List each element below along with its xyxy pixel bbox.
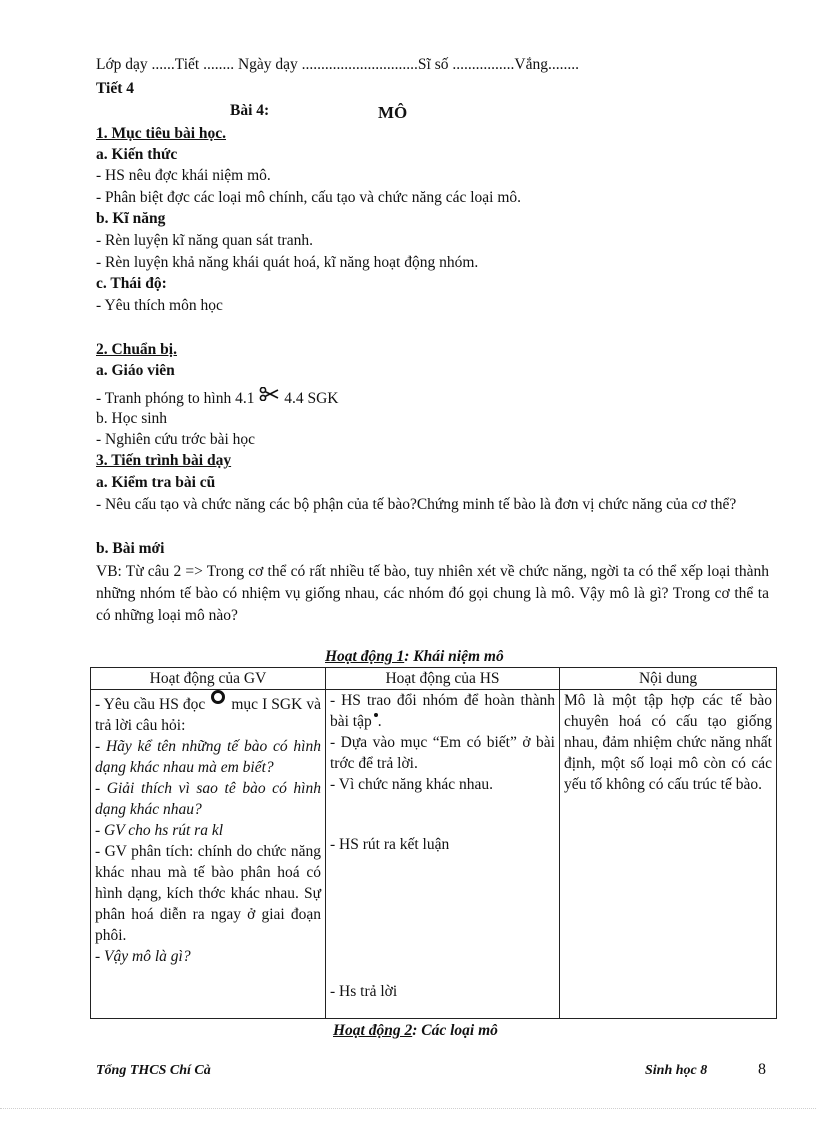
activity1-title-main: Hoạt động 1	[325, 648, 405, 665]
activity1-table	[90, 667, 777, 1019]
teacher-heading: a. Giáo viên	[96, 362, 175, 379]
process-heading: 3. Tiến trình bài dạy	[96, 452, 232, 469]
gv-analysis: - GV phân tích: chính do chức năng khác nhau mà tế bào phân hoá có hình dạng, kích thớc khác nhau. Sự phân hoá diễn ra ngay ở giai đoạn phôi.	[95, 843, 321, 944]
activity2-title-rest: : Các loại mô	[412, 1022, 498, 1039]
footer-school: Tổng THCS Chí Cà	[96, 1063, 211, 1078]
circle-icon	[211, 690, 225, 704]
hs-item-3: - Vì chức năng khác nhau.	[330, 776, 494, 793]
period-label: Tiết 4	[96, 80, 135, 97]
preparation-heading: 2. Chuẩn bị.	[96, 341, 177, 358]
activity1-title-rest: : Khái niệm mô	[404, 648, 504, 665]
skills-heading: b. Kĩ năng	[96, 210, 166, 227]
hs-item-1-text: - HS trao đổi nhóm để hoàn thành bài tập	[330, 692, 555, 730]
gv-cell	[91, 690, 326, 1019]
check-heading: a. Kiểm tra bài cũ	[96, 474, 216, 491]
gv-question-3: - Vậy mô là gì?	[95, 948, 191, 965]
activity2-title-main: Hoạt động 2	[333, 1022, 413, 1039]
bullet-icon	[374, 713, 378, 717]
table-row	[91, 690, 777, 1019]
gv-question-2: - Giải thích vì sao tê bào có hình dạng khác nhau?	[95, 780, 321, 818]
hs-item-2: - Dựa vào mục “Em có biết” ở bài trớc để trả lời.	[330, 734, 555, 772]
activity1-title	[325, 647, 504, 667]
knowledge-item-1: - HS nêu đợc khái niệm mô.	[96, 167, 271, 184]
lesson-number: Bài 4:	[230, 102, 270, 119]
teacher-item-suffix: 4.4 SGK	[284, 390, 339, 407]
objectives-heading: 1. Mục tiêu bài học.	[96, 125, 227, 142]
gv-instruction-start: - Yêu cầu HS đọc	[95, 696, 206, 713]
teacher-item-prefix: - Tranh phóng to hình 4.1	[96, 390, 255, 407]
hs-item-4: - HS rút ra kết luận	[330, 836, 450, 853]
footer-subject: Sinh học 8	[645, 1063, 708, 1078]
content-text: Mô là một tập hợp các tế bào chuyên hoá có cấu tạo giống nhau, đảm nhiệm chức năng nhất định, một số loại mô còn có các yếu tố không có cấu trúc tế bào.	[564, 692, 772, 793]
knowledge-heading: a. Kiến thức	[96, 146, 178, 163]
new-lesson-heading: b. Bài mới	[96, 540, 165, 557]
hs-cell	[326, 690, 560, 1019]
skills-item-1: - Rèn luyện kĩ năng quan sát tranh.	[96, 232, 313, 249]
gv-question-1: - Hãy kể tên những tế bào có hình dạng khác nhau mà em biết?	[95, 738, 321, 776]
check-text: - Nêu cấu tạo và chức năng các bộ phận của tế bào?Chứng minh tế bào là đơn vị chức năng của cơ thể?	[96, 496, 737, 513]
table-header-row	[91, 668, 777, 690]
activity2-title	[333, 1021, 498, 1041]
column-header-hs: Hoạt động của HS	[326, 668, 560, 690]
student-heading: b. Học sinh	[96, 410, 168, 427]
page-number: 8	[758, 1061, 766, 1078]
scissors-icon	[259, 387, 279, 407]
attitude-heading: c. Thái độ:	[96, 275, 167, 292]
gv-conclude: - GV cho hs rút ra kl	[95, 822, 224, 839]
content-cell	[560, 690, 777, 1019]
attitude-item-1: - Yêu thích môn học	[96, 297, 223, 314]
page-bottom-divider	[0, 1108, 816, 1109]
student-item: - Nghiên cứu trớc bài học	[96, 431, 256, 448]
class-info-line: Lớp dạy ......Tiết ........ Ngày dạy ..............................Sĩ số ................Vắng........	[96, 56, 579, 73]
column-header-gv: Hoạt động của GV	[91, 668, 326, 690]
lesson-title: MÔ	[378, 103, 408, 122]
intro-paragraph: VB: Từ câu 2 => Trong cơ thể có rất nhiều tế bào, tuy nhiên xét về chức năng, ngời ta có thể xếp loại thành những nhóm tế bào có nhiệm vụ giống nhau, các nhóm đó gọi chung là mô. Vậy mô là gì? Trong cơ thể ta có những loại mô nào?	[96, 563, 769, 624]
gv-instruction	[95, 690, 321, 736]
gv-instruction-end: mục I SGK và trả lời câu hỏi:	[95, 696, 321, 734]
knowledge-item-2: - Phân biệt đợc các loại mô chính, cấu tạo và chức năng các loại mô.	[96, 189, 522, 206]
skills-item-2: - Rèn luyện khả năng khái quát hoá, kĩ năng hoạt động nhóm.	[96, 254, 479, 271]
teacher-item	[96, 387, 338, 409]
column-header-content: Nội dung	[560, 668, 777, 690]
hs-item-5: - Hs trả lời	[330, 983, 398, 1000]
hs-item-1: - HS trao đổi nhóm để hoàn thành bài tập .	[330, 692, 555, 730]
